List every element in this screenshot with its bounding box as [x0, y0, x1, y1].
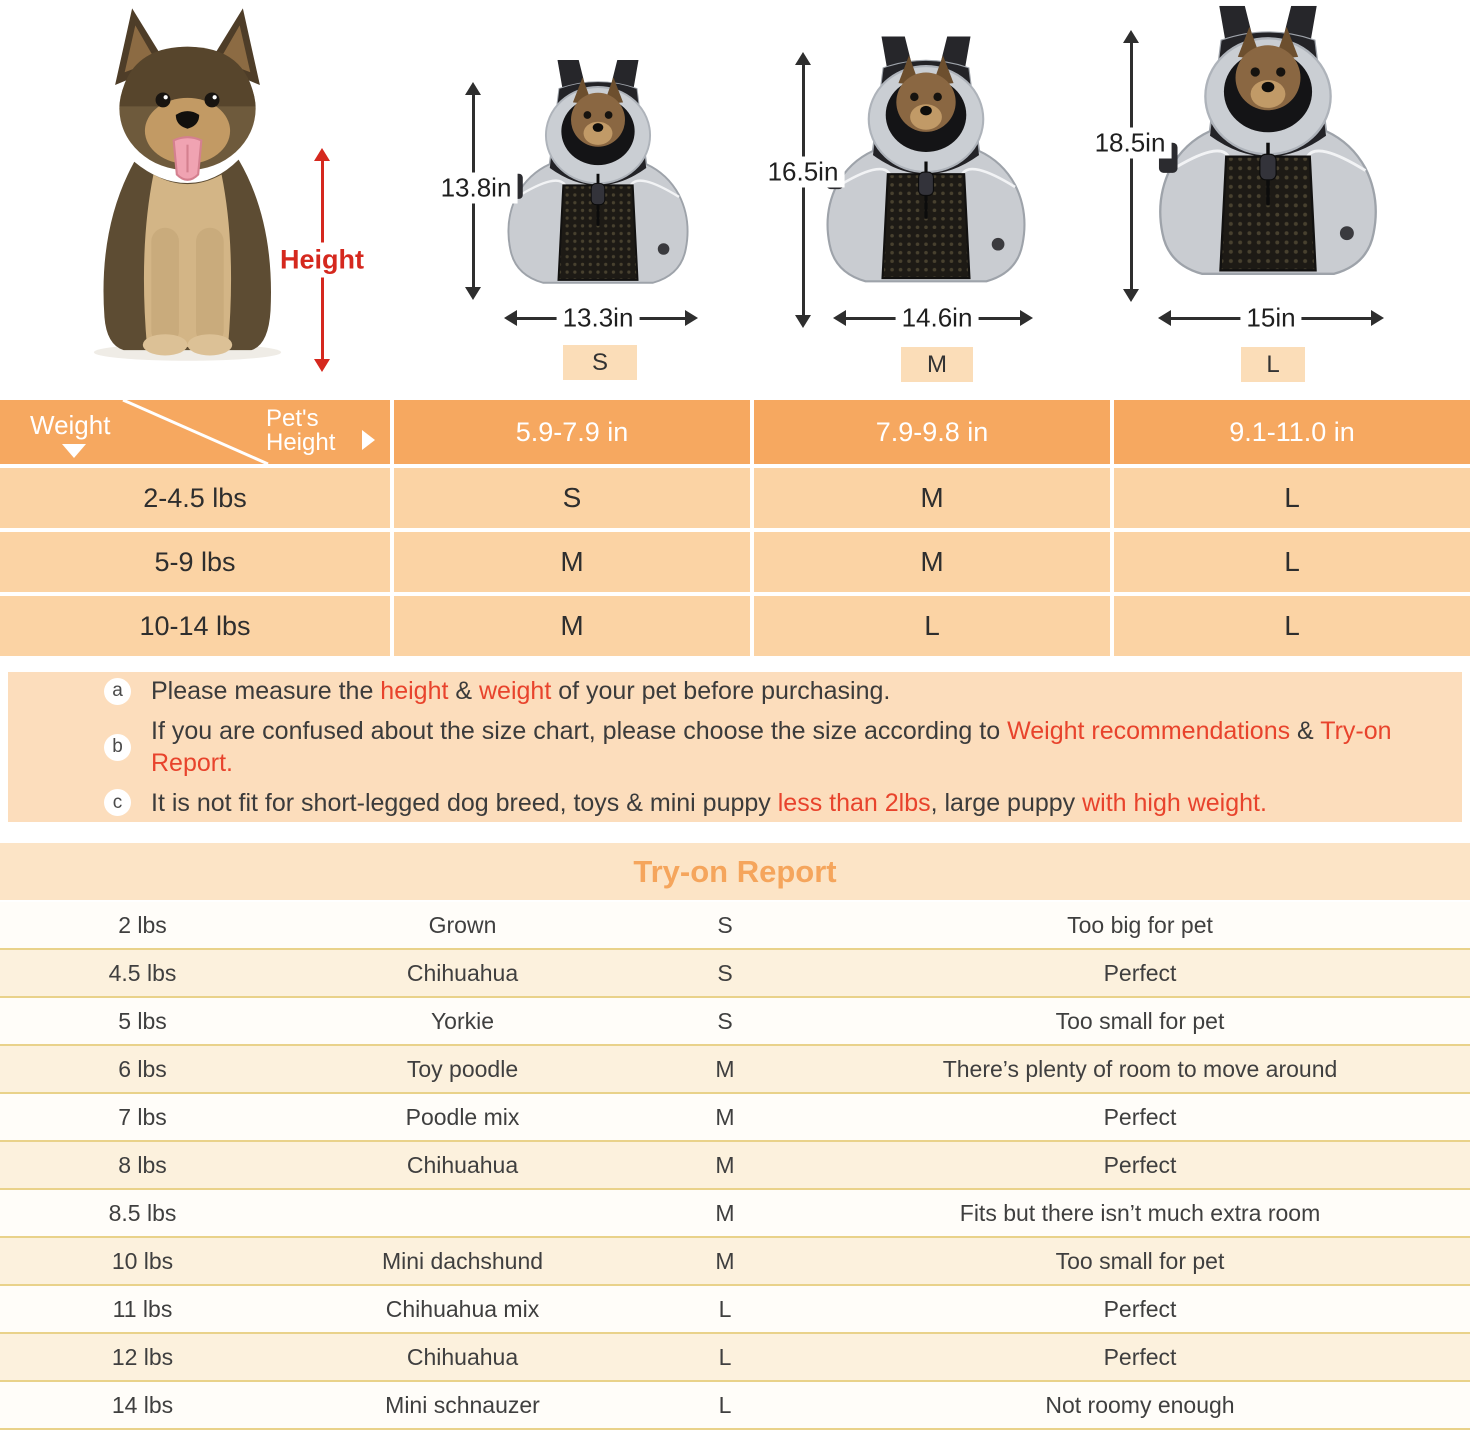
tryon-breed: Yorkie	[430, 1007, 495, 1034]
tryon-size: M	[715, 1103, 735, 1130]
tryon-row	[0, 1238, 1470, 1286]
note-b-bullet: b	[104, 734, 131, 761]
tryon-breed: Mini dachshund	[381, 1247, 544, 1274]
tryon-size: L	[718, 1295, 732, 1322]
tryon-breed: Mini schnauzer	[385, 1391, 540, 1418]
note-c-bullet: c	[104, 789, 131, 816]
tryon-comment: Perfect	[1103, 1151, 1177, 1178]
s-width-value: 13.3in	[557, 303, 640, 334]
note-a	[104, 675, 1432, 708]
m-height-value: 16.5in	[762, 157, 845, 188]
tryon-size: M	[715, 1247, 735, 1274]
tryon-size: S	[717, 911, 733, 938]
tryon-report-table	[0, 902, 1470, 1430]
table-corner-cell	[0, 400, 390, 464]
weight-axis-label: Weight	[30, 410, 111, 440]
m-width-value: 14.6in	[896, 303, 979, 334]
s-height-value: 13.8in	[435, 173, 518, 204]
backpack-size-m-image	[820, 33, 1032, 307]
purchase-notes	[8, 672, 1462, 822]
pets-height-axis-label: Pet's Height	[266, 405, 336, 456]
tryon-comment: There’s plenty of room to move around	[942, 1055, 1338, 1082]
size-cell: L	[754, 596, 1110, 656]
note-a-text: Please measure the height & weight of your pet before purchasing.	[151, 677, 891, 705]
tryon-size: S	[717, 959, 733, 986]
weight-row-label: 2-4.5 lbs	[0, 468, 390, 528]
tryon-row	[0, 950, 1470, 998]
tryon-weight: 10 lbs	[111, 1247, 174, 1274]
pet-height-label: Height	[274, 243, 370, 278]
size-cell: L	[1114, 596, 1470, 656]
tryon-weight: 8 lbs	[118, 1151, 167, 1178]
size-cell: M	[754, 468, 1110, 528]
size-cell: L	[1114, 468, 1470, 528]
backpack-size-l-image	[1152, 0, 1384, 304]
tryon-comment: Fits but there isn’t much extra room	[959, 1199, 1321, 1226]
size-cell: M	[754, 532, 1110, 592]
size-m-chip: M	[901, 347, 973, 382]
tryon-weight: 12 lbs	[111, 1343, 174, 1370]
tryon-size: S	[717, 1007, 733, 1034]
tryon-size: M	[715, 1199, 735, 1226]
note-b	[104, 715, 1432, 780]
tryon-row	[0, 1190, 1470, 1238]
yorkie-dog-photo	[55, 2, 320, 364]
size-cell: S	[394, 468, 750, 528]
tryon-comment: Too big for pet	[1067, 911, 1213, 938]
tryon-row	[0, 1334, 1470, 1382]
tryon-comment: Perfect	[1103, 1295, 1177, 1322]
weight-row-label: 5-9 lbs	[0, 532, 390, 592]
tryon-row	[0, 902, 1470, 950]
weight-row-label: 10-14 lbs	[0, 596, 390, 656]
pets-height-right-triangle-icon	[362, 430, 375, 450]
tryon-breed: Toy poodle	[406, 1055, 519, 1082]
tryon-breed: Poodle mix	[405, 1103, 520, 1130]
note-a-bullet: a	[104, 678, 131, 705]
tryon-comment: Too small for pet	[1055, 1247, 1225, 1274]
l-height-value: 18.5in	[1089, 128, 1172, 159]
note-b-text: If you are confused about the size chart, please choose the size according to Weight recommendations & Try-on Report.	[151, 716, 1392, 777]
tryon-weight: 11 lbs	[112, 1295, 173, 1322]
tryon-weight: 14 lbs	[111, 1391, 174, 1418]
tryon-breed: Chihuahua	[406, 1151, 519, 1178]
tryon-row	[0, 1382, 1470, 1430]
tryon-comment: Perfect	[1103, 1343, 1177, 1370]
tryon-breed: Chihuahua	[406, 1343, 519, 1370]
m-height-arrow-icon	[789, 52, 817, 328]
tryon-row	[0, 998, 1470, 1046]
tryon-breed: Grown	[428, 911, 497, 938]
size-cell: M	[394, 532, 750, 592]
tryon-weight: 2 lbs	[118, 911, 167, 938]
tryon-size: L	[718, 1343, 732, 1370]
tryon-weight: 5 lbs	[118, 1007, 167, 1034]
size-cell: L	[1114, 532, 1470, 592]
height-column-header: 7.9-9.8 in	[754, 400, 1110, 464]
size-cell: M	[394, 596, 750, 656]
tryon-comment: Perfect	[1103, 959, 1177, 986]
height-column-header: 9.1-11.0 in	[1114, 400, 1470, 464]
tryon-row	[0, 1094, 1470, 1142]
tryon-comment: Not roomy enough	[1045, 1391, 1235, 1418]
tryon-size: M	[715, 1055, 735, 1082]
tryon-weight: 4.5 lbs	[108, 959, 177, 986]
tryon-row	[0, 1046, 1470, 1094]
weight-down-triangle-icon	[62, 444, 86, 458]
tryon-row	[0, 1142, 1470, 1190]
tryon-weight: 7 lbs	[118, 1103, 167, 1130]
tryon-size: M	[715, 1151, 735, 1178]
note-c-text: It is not fit for short-legged dog breed, toys & mini puppy less than 2lbs, large puppy with high weight.	[151, 788, 1267, 817]
tryon-breed: Chihuahua mix	[385, 1295, 540, 1322]
height-column-header: 5.9-7.9 in	[394, 400, 750, 464]
size-l-chip: L	[1241, 347, 1305, 382]
backpack-size-s-image	[498, 60, 698, 303]
tryon-report-title: Try-on Report	[633, 853, 837, 889]
tryon-breed: Chihuahua	[406, 959, 519, 986]
note-c	[104, 787, 1432, 820]
tryon-comment: Perfect	[1103, 1103, 1177, 1130]
size-s-chip: S	[563, 345, 637, 380]
tryon-weight: 8.5 lbs	[108, 1199, 177, 1226]
tryon-report-header	[0, 843, 1470, 900]
l-height-arrow-icon	[1117, 30, 1145, 302]
tryon-row	[0, 1286, 1470, 1334]
l-width-value: 15in	[1240, 303, 1301, 334]
size-selection-table	[0, 400, 1470, 656]
tryon-weight: 6 lbs	[118, 1055, 167, 1082]
tryon-comment: Too small for pet	[1055, 1007, 1225, 1034]
tryon-size: L	[718, 1391, 732, 1418]
